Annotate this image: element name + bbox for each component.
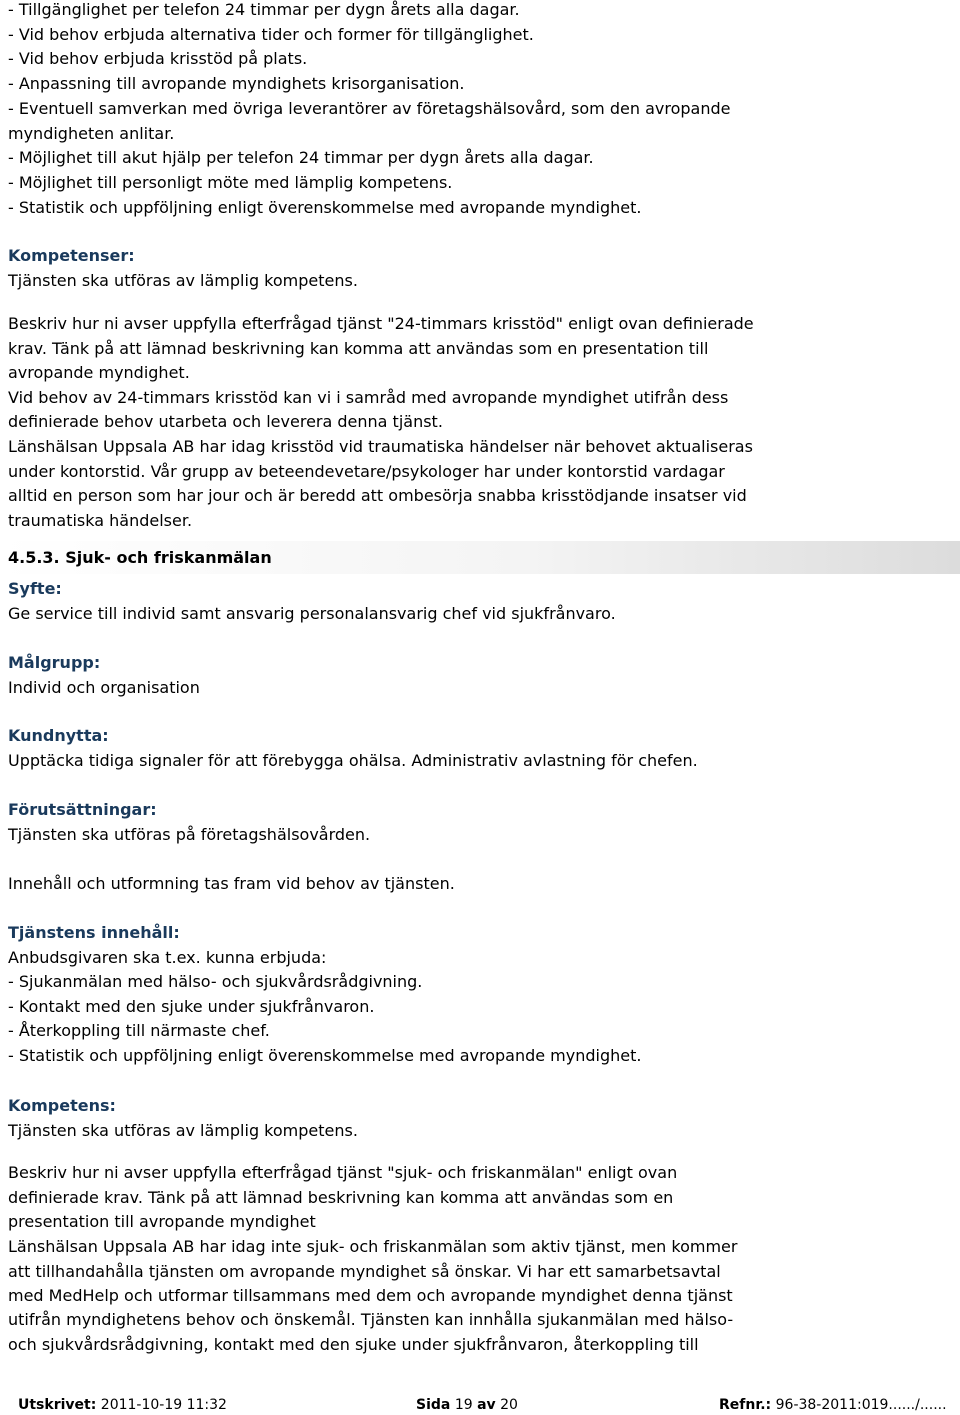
list-item: myndigheten anlitar. bbox=[8, 124, 175, 143]
list-item: - Möjlighet till personligt möte med lämplig kompetens. bbox=[8, 173, 453, 192]
list-item: - Statistik och uppföljning enligt överenskommelse med avropande myndighet. bbox=[8, 198, 642, 217]
page-footer bbox=[0, 1397, 960, 1415]
footer-page-number: Sida 19 av 20 bbox=[416, 1397, 518, 1413]
tjanstens-innehall-heading: Tjänstens innehåll: bbox=[8, 923, 180, 942]
syfte-heading: Syfte: bbox=[8, 579, 62, 598]
kundnytta-heading: Kundnytta: bbox=[8, 726, 109, 745]
syfte-text: Ge service till individ samt ansvarig personalansvarig chef vid sjukfrånvaro. bbox=[8, 604, 616, 623]
list-item: - Sjukanmälan med hälso- och sjukvårdsrådgivning. bbox=[8, 972, 423, 991]
footer-reference: Refnr.: 96-38-2011:019....../...... bbox=[719, 1397, 947, 1413]
kompetens-text: Tjänsten ska utföras av lämplig kompetens. bbox=[8, 1121, 358, 1140]
list-item: Anbudsgivaren ska t.ex. kunna erbjuda: bbox=[8, 948, 327, 967]
forutsattningar-heading: Förutsättningar: bbox=[8, 800, 157, 819]
list-item: - Återkoppling till närmaste chef. bbox=[8, 1021, 270, 1040]
kompetens-heading: Kompetens: bbox=[8, 1096, 116, 1115]
list-item: - Eventuell samverkan med övriga leverantörer av företagshälsovård, som den avropande bbox=[8, 99, 731, 118]
kompetenser-heading: Kompetenser: bbox=[8, 246, 135, 265]
innehall-note: Innehåll och utformning tas fram vid behov av tjänsten. bbox=[8, 874, 455, 893]
footer-printed: Utskrivet: 2011-10-19 11:32 bbox=[18, 1397, 227, 1413]
document-page: - Tillgänglighet per telefon 24 timmar per dygn årets alla dagar. - Vid behov erbjuda alternativa tider och former för tillgänglighet. - Vid behov erbjuda krisstöd på plats. - Anpassning till avropande myndighets krisorganisation. - Eventuell samverkan med övriga leverantörer av företagshälsovård, som den avropande myndigheten anlitar. - Möjlighet till akut hjälp per telefon 24 timmar per dygn årets alla dagar. - Möjlighet till personligt möte med lämplig kompetens. - Statistik och uppföljning enligt överenskommelse med avropande myndighet. Kompetenser: Tjänsten ska utföras av lämplig kompetens. Beskriv hur ni avser uppfylla efterfrågad tjänst "24-timmars krisstöd" enligt ovan definierade krav. Tänk på att lämnad beskrivning kan komma att användas som en presentation till avropande myndighet. Vid behov av 24-timmars krisstöd kan vi i samråd med avropande myndighet utifrån dess definierade behov utarbeta och leverera denna tjänst. Länshälsan Uppsala AB har idag krisstöd vid traumatiska händelser när behovet aktualiseras under kontorstid. Vår grupp av beteendevetare/psykologer har under kontorstid vardagar alltid en person som har jour och är beredd att ombesörja snabba krisstödjande insatser vid traumatiska händelser. 4.5.3. Sjuk- och friskanmälan Syfte: Ge service till individ samt ansvarig personalansvarig chef vid sjukfrånvaro. Målgrupp: Individ och organisation Kundnytta: Upptäcka tidiga signaler för att förebygga ohälsa. Administrativ avlastning för chefen. Förutsättningar: Tjänsten ska utföras på företagshälsovården. Innehåll och utformning tas fram vid behov av tjänsten. Tjänstens innehåll: Anbudsgivaren ska t.ex. kunna erbjuda: - Sjukanmälan med hälso- och sjukvårdsrådgivning. - Kontakt med den sjuke under sjukfrånvaron. - Återkoppling till närmaste chef. - Statistik och uppföljning enligt överenskommelse med avropande myndighet. Kompetens: Tjänsten ska utföras av lämplig kompetens. Beskriv hur ni avser uppfylla efterfrågad tjänst "sjuk- och friskanmälan" enligt ovan definierade krav. Tänk på att lämnad beskrivning kan komma att användas som en presentation till avropande myndighet Länshälsan Uppsala AB har idag inte sjuk- och friskanmälan som aktiv tjänst, men kommer att tillhandahålla tjänsten om avropande myndighet så önskar. Vi har ett samarbetsavtal med MedHelp och utformar tillsammans med dem och avropande myndighet denna tjänst utifrån myndighetens behov och önskemål. Tjänsten kan innhålla sjukanmälan med hälso- och sjukvårdsrådgivning, kontakt med den sjuke under sjukfrånvaron, återkoppling till Utskrivet: 2011-10-19 11:32 Sida 19 av 20 Refnr.: 96-38-2011:019....../...... bbox=[0, 0, 960, 1415]
section-heading: 4.5.3. Sjuk- och friskanmälan bbox=[8, 548, 272, 567]
kompetenser-text: Tjänsten ska utföras av lämplig kompetens. bbox=[8, 271, 358, 290]
list-item: - Anpassning till avropande myndighets krisorganisation. bbox=[8, 74, 465, 93]
list-item: - Vid behov erbjuda alternativa tider och former för tillgänglighet. bbox=[8, 25, 534, 44]
kundnytta-text: Upptäcka tidiga signaler för att förebygga ohälsa. Administrativ avlastning för chefen. bbox=[8, 751, 698, 770]
list-item: - Vid behov erbjuda krisstöd på plats. bbox=[8, 49, 308, 68]
forutsattningar-text: Tjänsten ska utföras på företagshälsovården. bbox=[8, 825, 371, 844]
malgrupp-text: Individ och organisation bbox=[8, 678, 200, 697]
list-item: - Möjlighet till akut hjälp per telefon 24 timmar per dygn årets alla dagar. bbox=[8, 148, 594, 167]
list-item: - Kontakt med den sjuke under sjukfrånvaron. bbox=[8, 997, 375, 1016]
malgrupp-heading: Målgrupp: bbox=[8, 653, 101, 672]
list-item: - Tillgänglighet per telefon 24 timmar per dygn årets alla dagar. bbox=[8, 0, 520, 19]
list-item: - Statistik och uppföljning enligt överenskommelse med avropande myndighet. bbox=[8, 1046, 642, 1065]
